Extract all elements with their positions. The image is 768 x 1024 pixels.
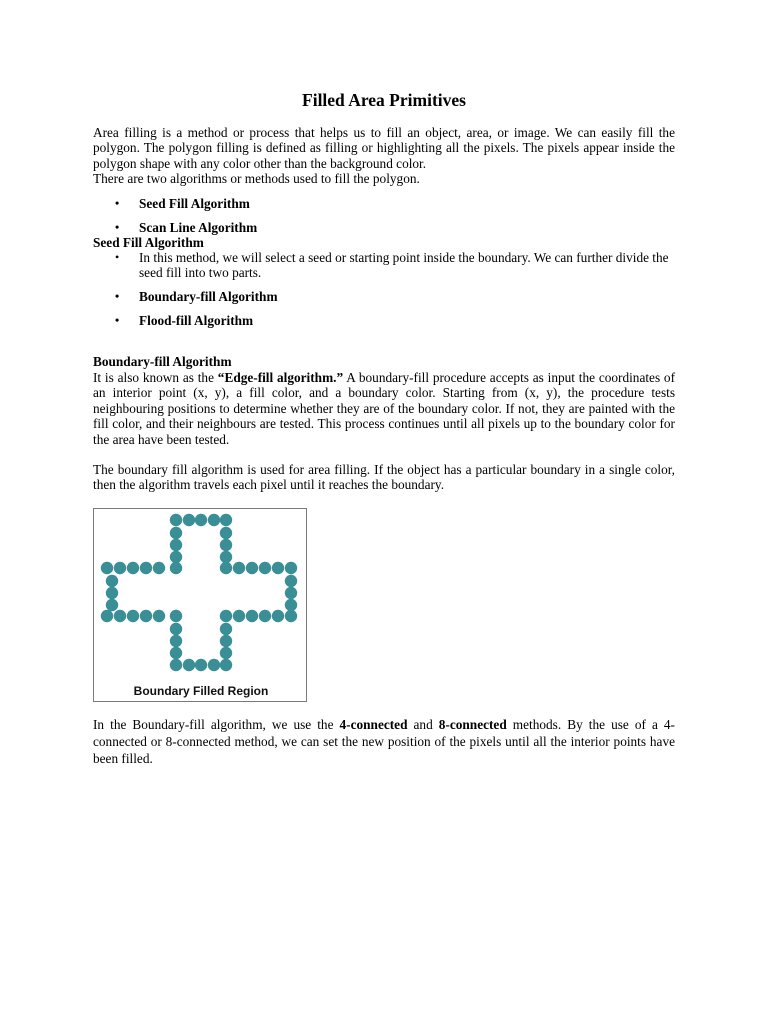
boundary-pixel-dot bbox=[183, 659, 195, 671]
boundary-pixel-dot bbox=[106, 599, 118, 611]
seed-fill-heading: Seed Fill Algorithm bbox=[93, 235, 204, 250]
boundary-pixel-dot bbox=[170, 635, 182, 647]
cross-boundary-illustration bbox=[94, 509, 308, 703]
boundary-pixel-dot bbox=[259, 610, 271, 622]
boundary-pixel-dot bbox=[285, 587, 297, 599]
boundary-pixel-dot bbox=[170, 539, 182, 551]
boundary-pixel-dot bbox=[170, 514, 182, 526]
eight-connected-term: 8-connected bbox=[438, 717, 507, 732]
boundary-pixel-dot bbox=[140, 610, 152, 622]
closing-paragraph bbox=[93, 716, 675, 768]
intro-paragraph: Area filling is a method or process that helps us to fill an object, area, or image. We can easily fill the polygon. The polygon filling is defined as filling or highlighting all the pixels. The pixels appear inside the polygon shape with any color other than the background color. bbox=[93, 125, 675, 171]
boundary-pixel-dot bbox=[127, 562, 139, 574]
boundary-pixel-dot bbox=[285, 599, 297, 611]
boundary-pixel-dot bbox=[246, 562, 258, 574]
boundary-pixel-dot bbox=[195, 514, 207, 526]
boundary-pixel-dot bbox=[170, 623, 182, 635]
page-title: Filled Area Primitives bbox=[302, 90, 466, 110]
edge-fill-term: “Edge-fill algorithm.” bbox=[217, 370, 344, 385]
boundary-pixel-dot bbox=[220, 659, 232, 671]
boundary-pixel-dot bbox=[101, 562, 113, 574]
text-run: In the Boundary-fill algorithm, we use the bbox=[93, 717, 340, 732]
intro-paragraph-2: There are two algorithms or methods used to fill the polygon. bbox=[93, 171, 420, 187]
boundary-pixel-dot bbox=[101, 610, 113, 622]
boundary-pixel-dot bbox=[153, 562, 165, 574]
boundary-pixel-dot bbox=[170, 610, 182, 622]
list-item: • In this method, we will select a seed or starting point inside the boundary. We can further divide the seed fill into two parts. bbox=[93, 250, 675, 281]
list-item: • Flood-fill Algorithm bbox=[93, 313, 675, 328]
intro-section bbox=[93, 125, 675, 187]
list-item: • Seed Fill Algorithm bbox=[93, 196, 675, 211]
boundary-pixel-dot bbox=[106, 587, 118, 599]
boundary-pixel-dot bbox=[195, 659, 207, 671]
boundary-pixel-dot bbox=[285, 562, 297, 574]
boundary-pixel-dot bbox=[285, 610, 297, 622]
boundary-pixel-dot bbox=[170, 647, 182, 659]
text-run: methods. By the use of a 4-connected or 8-connected method, we can set the new position of the pixels until all the interior points have been filled. bbox=[93, 717, 675, 767]
boundary-pixel-dot bbox=[220, 647, 232, 659]
boundary-fill-heading: Boundary-fill Algorithm bbox=[93, 354, 232, 369]
boundary-pixel-dot bbox=[114, 610, 126, 622]
boundary-pixel-dot bbox=[246, 610, 258, 622]
boundary-pixel-dot bbox=[220, 610, 232, 622]
boundary-pixel-dot bbox=[220, 527, 232, 539]
boundary-pixel-dot bbox=[153, 610, 165, 622]
boundary-pixel-dot bbox=[285, 575, 297, 587]
boundary-pixel-dot bbox=[170, 551, 182, 563]
boundary-fill-paragraph-2: The boundary fill algorithm is used for area filling. If the object has a particular boundary in a single color, then the algorithm travels each pixel until it reaches the boundary. bbox=[93, 462, 675, 493]
boundary-pixel-dot bbox=[220, 562, 232, 574]
boundary-pixel-dot bbox=[170, 659, 182, 671]
boundary-pixel-dot bbox=[208, 514, 220, 526]
boundary-pixel-dot bbox=[220, 635, 232, 647]
boundary-pixel-dot bbox=[114, 562, 126, 574]
four-connected-term: 4-connected bbox=[339, 717, 408, 732]
list-item: • Scan Line Algorithm bbox=[93, 220, 675, 235]
boundary-pixel-dot bbox=[220, 514, 232, 526]
methods-list bbox=[93, 196, 675, 235]
boundary-fill-paragraph bbox=[93, 370, 675, 447]
text-run: and bbox=[407, 717, 439, 732]
list-item: • Boundary-fill Algorithm bbox=[93, 289, 675, 304]
boundary-pixel-dot bbox=[127, 610, 139, 622]
boundary-pixel-dot bbox=[106, 575, 118, 587]
text-run: It is also known as the bbox=[93, 370, 218, 385]
boundary-pixel-dot bbox=[140, 562, 152, 574]
text-run: A boundary-fill procedure accepts as input the coordinates of an interior point (x, y), a fill color, and a boundary color. Starting from (x, y), the procedure tests neighbouring positions to determine whether they are of the boundary color. If not, they are painted with the fill color, and their neighbours are tested. This process continues until all pixels up to the boundary color for the area have been tested. bbox=[93, 370, 676, 447]
figure-caption: Boundary Filled Region bbox=[133, 684, 269, 698]
boundary-pixel-dot bbox=[220, 539, 232, 551]
boundary-pixel-dot bbox=[183, 514, 195, 526]
seed-fill-list bbox=[93, 250, 675, 329]
boundary-filled-region-figure bbox=[93, 508, 307, 702]
boundary-pixel-dot bbox=[170, 562, 182, 574]
boundary-pixel-dot bbox=[208, 659, 220, 671]
boundary-pixel-dot bbox=[259, 562, 271, 574]
boundary-pixel-dot bbox=[170, 527, 182, 539]
boundary-pixel-dot bbox=[272, 610, 284, 622]
boundary-pixel-dot bbox=[233, 562, 245, 574]
boundary-pixel-dot bbox=[220, 623, 232, 635]
boundary-pixel-dot bbox=[233, 610, 245, 622]
boundary-pixel-dot bbox=[220, 551, 232, 563]
boundary-pixel-dot bbox=[272, 562, 284, 574]
